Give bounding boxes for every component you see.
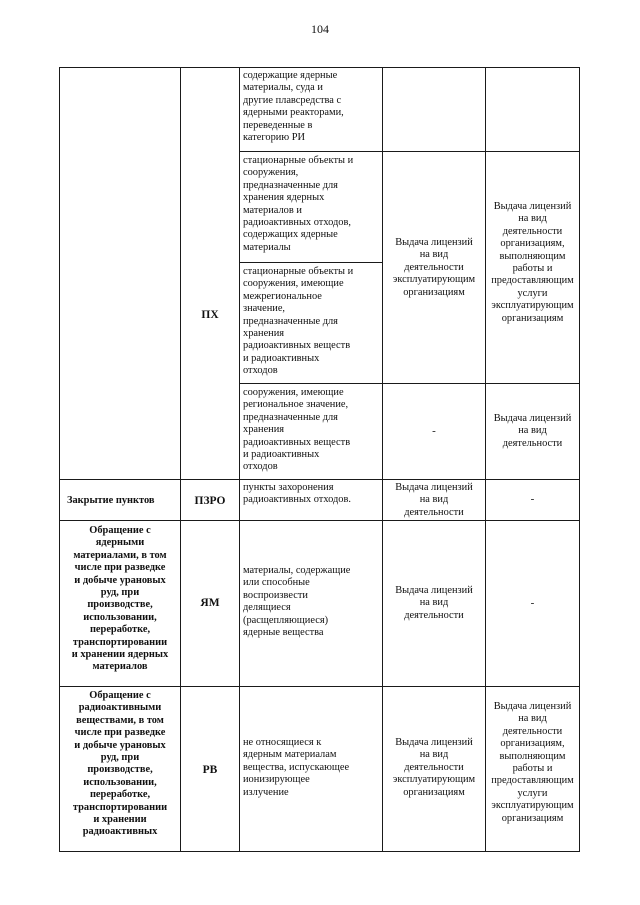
rule <box>59 520 580 521</box>
object-text: стационарные объекты и сооружения, имеющие межрегиональное значение, предназначенные для хранения радиоактивных веществ и радиоактивных отходов <box>243 266 354 377</box>
code-pzro: ПЗРО <box>194 495 226 507</box>
object-text: сооружения, имеющие региональное значение, предназначенные для хранения радиоактивных веществ и радиоактивных отходов <box>243 387 351 473</box>
object-text: содержащие ядерные материалы, суда и другие плавсредства с ядерными реакторами, переведенные в категорию РИ <box>243 70 344 144</box>
license-text: Выдача лицензий на вид деятельности организациям, выполняющим работы и предоставляющим услуги эксплуатирующим организациям <box>491 201 574 324</box>
rule <box>239 262 382 263</box>
code-px: ПХ <box>201 309 219 321</box>
license-text: Выдача лицензий на вид деятельности <box>395 482 473 518</box>
rule-top <box>59 67 580 68</box>
activity-text: Закрытие пунктов <box>67 495 155 506</box>
rule-col <box>239 67 240 852</box>
activity-text: Обращение с радиоактивными веществами, в том числе при разведке и добыче урановых руд, при производстве, использовании, переработке, транспортировании и хранении радиоактивных <box>72 690 168 838</box>
activity-text: Обращение с ядерными материалами, в том числе при разведке и добыче урановых руд, при производстве, использовании, переработке, транспортировании и хранении ядерных материалов <box>71 525 169 673</box>
rule <box>59 479 580 480</box>
object-text: материалы, содержащие или способные воспроизвести делящиеся (расщепляющиеся) ядерные вещества <box>243 565 351 639</box>
rule-col <box>579 67 580 852</box>
rule <box>59 686 580 687</box>
object-text: не относящиеся к ядерным материалам вещества, испускающее ионизирующее излучение <box>243 737 350 798</box>
page-number: 104 <box>311 22 329 36</box>
object-text: стационарные объекты и сооружения, предназначенные для хранения ядерных материалов и радиоактивных отходов, содержащих ядерные материалы <box>243 155 354 253</box>
dash-empty: - <box>530 597 535 609</box>
code-rv: РВ <box>202 764 218 776</box>
dash-empty: - <box>432 425 436 437</box>
rule-col <box>180 67 181 852</box>
object-text: пункты захоронения радиоактивных отходов. <box>243 482 351 506</box>
rule <box>239 383 580 384</box>
rule-col <box>382 67 383 852</box>
license-text: Выдача лицензий на вид деятельности эксплуатирующим организациям <box>392 237 476 298</box>
license-text: Выдача лицензий на вид деятельности <box>395 585 473 621</box>
license-text: Выдача лицензий на вид деятельности организациям, выполняющим работы и предоставляющим услуги эксплуатирующим организациям <box>491 701 574 824</box>
license-table <box>59 67 580 852</box>
code-ym: ЯМ <box>200 597 220 609</box>
rule-col <box>59 67 60 852</box>
license-text: Выдача лицензий на вид деятельности эксплуатирующим организациям <box>392 737 476 798</box>
rule-bottom <box>59 851 580 852</box>
license-text: Выдача лицензий на вид деятельности <box>493 413 572 449</box>
dash-empty: - <box>530 493 535 505</box>
rule <box>239 151 580 152</box>
